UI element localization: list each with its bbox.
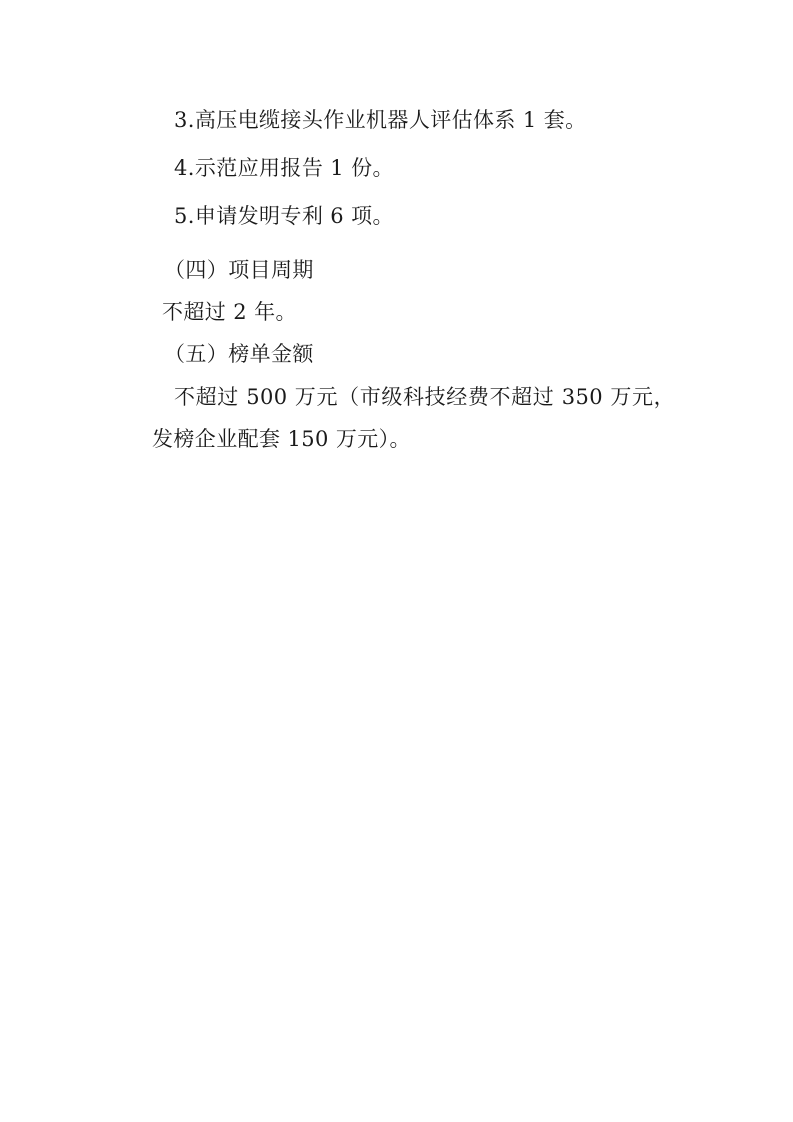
section-heading-award-amount: （五）榜单金额 [164,342,314,366]
list-item: 3.高压电缆接头作业机器人评估体系 1 套。 [174,108,587,132]
section-body-project-cycle: 不超过 2 年。 [162,300,297,324]
section-heading-project-cycle: （四）项目周期 [164,258,314,282]
document-body [152,96,675,460]
section-body-award-amount: 不超过 500 万元（市级科技经费不超过 350 万元，发榜企业配套 150 万元）。 [152,385,675,451]
list-item: 5.申请发明专利 6 项。 [174,204,394,228]
list-item: 4.示范应用报告 1 份。 [174,156,394,180]
spacer [152,240,675,248]
